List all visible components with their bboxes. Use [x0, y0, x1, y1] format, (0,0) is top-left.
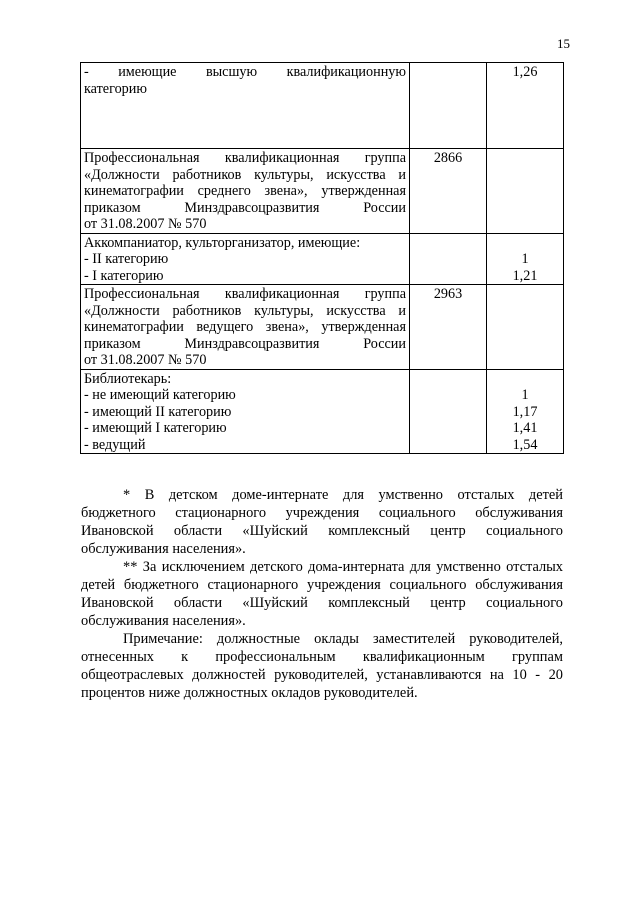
table-row	[81, 285, 564, 370]
coefficient-value: 1	[521, 387, 529, 403]
position-cell	[81, 149, 410, 234]
position-line: кинематографии среднего звена», утвержденная	[84, 183, 406, 199]
coefficient-value: 1,17	[512, 403, 538, 420]
coefficient-value	[490, 235, 560, 252]
position-line: приказом Минздравсоцразвития России	[84, 335, 406, 352]
position-line: приказом Минздравсоцразвития России	[84, 199, 406, 216]
position-line: - I категорию	[84, 267, 164, 284]
position-line: Профессиональная квалификационная группа	[84, 150, 406, 166]
note-paragraph: Примечание: должностные оклады заместителей руководителей, отнесенных к профессиональным квалификационным группам общеотраслевых должностей руководителей, устанавливаются на 10 - 20 процентов ниже должностных окладов руководителей.	[81, 631, 563, 701]
coefficient-value: 1,21	[512, 267, 538, 284]
position-line: - имеющий I категорию	[84, 420, 227, 436]
salary-cell	[410, 233, 487, 285]
position-line: «Должности работников культуры, искусства и	[84, 302, 406, 319]
table-row	[81, 63, 564, 149]
coefficient-cell	[487, 285, 564, 370]
position-cell	[81, 63, 410, 149]
salary-cell: 2866	[410, 149, 487, 234]
salary-table-body	[81, 63, 564, 454]
salary-table	[80, 62, 564, 454]
coefficient-cell	[487, 149, 564, 234]
footnotes	[81, 486, 563, 702]
position-line: - имеющие высшую квалификационную	[84, 64, 406, 80]
table-row	[81, 149, 564, 234]
position-line: от 31.08.2007 № 570	[84, 352, 207, 368]
coefficient-value: 1,26	[512, 64, 538, 80]
position-line: категорию	[84, 80, 147, 97]
coefficient-value	[490, 371, 560, 388]
position-cell	[81, 285, 410, 370]
coefficient-cell	[487, 233, 564, 285]
salary-cell	[410, 63, 487, 149]
coefficient-cell	[487, 369, 564, 454]
footnote-1: * В детском доме-интернате для умственно отсталых детей бюджетного стационарного учреждения социального обслуживания Ивановской области «Шуйский комплексный центр социального обслуживания населения».	[81, 487, 563, 557]
position-line: кинематографии ведущего звена», утвержденная	[84, 319, 406, 335]
position-line: от 31.08.2007 № 570	[84, 216, 207, 232]
position-line: - не имеющий категорию	[84, 387, 236, 403]
salary-cell: 2963	[410, 285, 487, 370]
coefficient-cell	[487, 63, 564, 149]
page-number: 15	[557, 36, 570, 51]
coefficient-value: 1,54	[512, 436, 538, 453]
table-row	[81, 233, 564, 285]
position-line: Профессиональная квалификационная группа	[84, 286, 406, 302]
position-line: - II категорию	[84, 251, 169, 267]
coefficient-value: 1,41	[512, 420, 538, 436]
footnote-2: ** За исключением детского дома-интерната для умственно отсталых детей бюджетного стационарного учреждения социального обслуживания Ивановской области «Шуйский комплексный центр социального обслуживания населения».	[81, 559, 563, 629]
position-line: - имеющий II категорию	[84, 403, 232, 420]
position-cell	[81, 233, 410, 285]
position-line: «Должности работников культуры, искусства и	[84, 166, 406, 183]
position-line: - ведущий	[84, 436, 146, 453]
table-row	[81, 369, 564, 454]
position-line: Аккомпаниатор, культорганизатор, имеющие:	[84, 234, 361, 251]
position-line: Библиотекарь:	[84, 370, 172, 387]
position-cell	[81, 369, 410, 454]
coefficient-value: 1	[521, 251, 529, 267]
salary-cell	[410, 369, 487, 454]
